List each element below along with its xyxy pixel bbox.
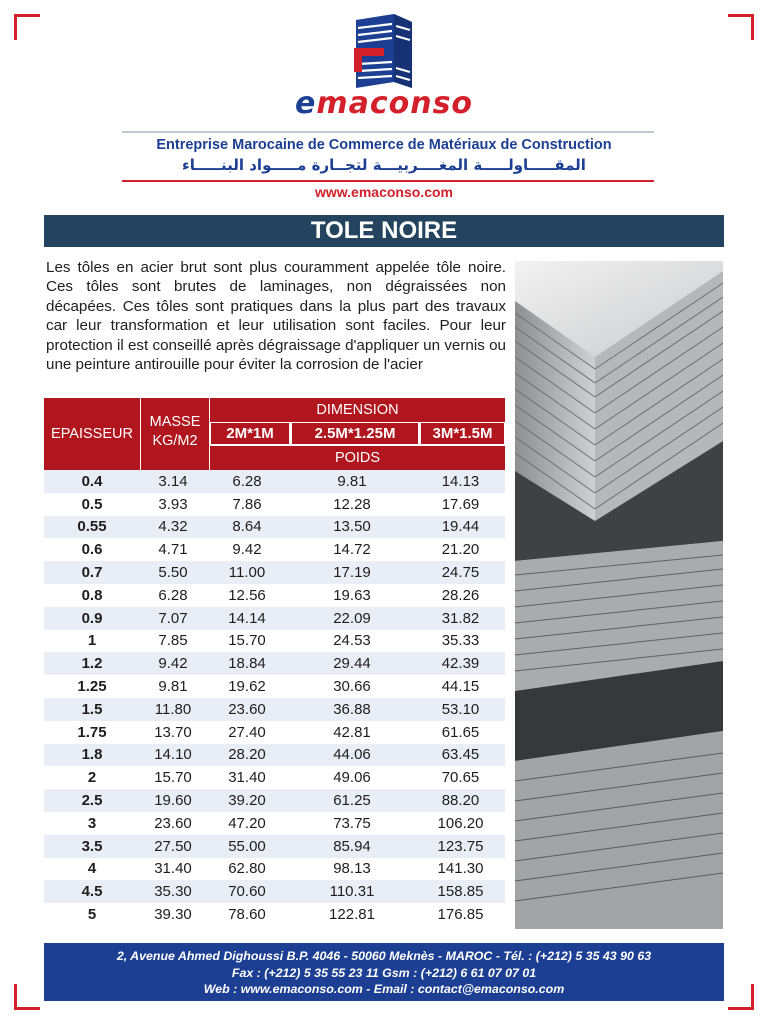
poids-3x1.5-cell: 88.20 bbox=[441, 792, 480, 810]
epaisseur-cell: 1.25 bbox=[77, 678, 107, 696]
table-row bbox=[44, 584, 505, 607]
poids-2x1-cell: 6.28 bbox=[232, 472, 262, 490]
intro-paragraph: Les tôles en acier brut sont plus couramment appelée tôle noire. Ces tôles sont brutes de laminages, non dégraissées non décapées. Ces tôles sont pratiques dans la plus part des travaux car leur transformation et leur utilisation sont faciles. Pour leur protection il est conseillé après dégraissage d'appliquer un vernis ou une peinture antirouille pour éviter la corrosion de l'acier bbox=[46, 259, 506, 374]
masse-cell: 4.71 bbox=[158, 541, 188, 559]
poids-3x1.5-cell: 106.20 bbox=[437, 814, 484, 832]
epaisseur-cell: 3 bbox=[87, 814, 97, 832]
epaisseur-cell: 2.5 bbox=[81, 792, 103, 810]
table-body bbox=[44, 470, 505, 926]
epaisseur-cell: 1.5 bbox=[81, 700, 103, 718]
poids-2.5x1.25-cell: 12.28 bbox=[333, 495, 371, 513]
masse-cell: 9.81 bbox=[158, 678, 188, 696]
table-row bbox=[44, 835, 505, 858]
wordmark-lead: e bbox=[294, 86, 317, 121]
epaisseur-cell: 0.7 bbox=[81, 564, 103, 582]
header-dimension: DIMENSION bbox=[210, 398, 505, 422]
header-poids: POIDS bbox=[210, 446, 505, 470]
page-title: TOLE NOIRE bbox=[44, 215, 724, 247]
epaisseur-cell: 1 bbox=[87, 632, 97, 650]
masse-cell: 14.10 bbox=[154, 746, 192, 764]
poids-3x1.5-cell: 35.33 bbox=[441, 632, 480, 650]
poids-2.5x1.25-cell: 122.81 bbox=[329, 906, 375, 924]
poids-3x1.5-cell: 19.44 bbox=[441, 518, 480, 536]
footer-contact bbox=[44, 943, 724, 1001]
epaisseur-cell: 2 bbox=[87, 769, 97, 787]
masse-cell: 9.42 bbox=[158, 655, 188, 673]
epaisseur-cell: 0.4 bbox=[81, 472, 103, 490]
header-masse bbox=[141, 398, 209, 470]
poids-2.5x1.25-cell: 49.06 bbox=[333, 769, 371, 787]
poids-3x1.5-cell: 158.85 bbox=[437, 883, 484, 901]
masse-cell: 39.30 bbox=[154, 906, 192, 924]
website-link[interactable]: www.emaconso.com bbox=[315, 184, 453, 200]
epaisseur-cell: 1.75 bbox=[77, 723, 107, 741]
poids-3x1.5-cell: 141.30 bbox=[437, 860, 484, 878]
corner-mark-bottom-left bbox=[14, 984, 40, 1010]
poids-2.5x1.25-cell: 36.88 bbox=[333, 700, 371, 718]
poids-2.5x1.25-cell: 44.06 bbox=[333, 746, 371, 764]
poids-3x1.5-cell: 14.13 bbox=[441, 472, 480, 490]
table-row bbox=[44, 652, 505, 675]
poids-3x1.5-cell: 28.26 bbox=[441, 586, 480, 604]
masse-cell: 3.93 bbox=[158, 495, 188, 513]
epaisseur-cell: 0.5 bbox=[81, 495, 103, 513]
table-row bbox=[44, 516, 505, 539]
poids-3x1.5-cell: 24.75 bbox=[441, 564, 480, 582]
table-row bbox=[44, 789, 505, 812]
header-masse-line2: KG/M2 bbox=[152, 433, 198, 449]
table-row bbox=[44, 675, 505, 698]
poids-2.5x1.25-cell: 22.09 bbox=[333, 609, 371, 627]
poids-2.5x1.25-cell: 13.50 bbox=[333, 518, 371, 536]
masse-cell: 7.07 bbox=[158, 609, 188, 627]
poids-2x1-cell: 19.62 bbox=[228, 678, 266, 696]
poids-2x1-cell: 15.70 bbox=[228, 632, 266, 650]
masse-cell: 19.60 bbox=[154, 792, 192, 810]
header-masse-line1: MASSE bbox=[149, 414, 201, 430]
table-row bbox=[44, 812, 505, 835]
steel-stack-illustration bbox=[515, 261, 723, 929]
poids-2x1-cell: 47.20 bbox=[228, 814, 266, 832]
masse-cell: 7.85 bbox=[158, 632, 188, 650]
masse-cell: 13.70 bbox=[154, 723, 192, 741]
epaisseur-cell: 0.55 bbox=[77, 518, 107, 536]
poids-2x1-cell: 55.00 bbox=[228, 837, 266, 855]
table-row bbox=[44, 721, 505, 744]
epaisseur-cell: 3.5 bbox=[81, 837, 103, 855]
table-row bbox=[44, 561, 505, 584]
masse-cell: 11.80 bbox=[154, 700, 192, 718]
poids-2x1-cell: 27.40 bbox=[228, 723, 266, 741]
corner-mark-top-left bbox=[14, 14, 40, 40]
epaisseur-cell: 5 bbox=[87, 906, 97, 924]
masse-cell: 3.14 bbox=[158, 472, 188, 490]
steel-sheets-photo bbox=[515, 261, 723, 929]
poids-3x1.5-cell: 123.75 bbox=[437, 837, 484, 855]
header-epaisseur: EPAISSEUR bbox=[44, 398, 140, 470]
epaisseur-cell: 1.2 bbox=[81, 655, 103, 673]
masse-cell: 4.32 bbox=[158, 518, 188, 536]
poids-2.5x1.25-cell: 24.53 bbox=[333, 632, 371, 650]
poids-2.5x1.25-cell: 110.31 bbox=[329, 883, 375, 901]
corner-mark-top-right bbox=[728, 14, 754, 40]
table-row bbox=[44, 858, 505, 881]
wordmark-rest: maconso bbox=[316, 86, 474, 121]
masse-cell: 6.28 bbox=[158, 586, 188, 604]
table-row bbox=[44, 607, 505, 630]
masse-cell: 23.60 bbox=[154, 814, 192, 832]
poids-3x1.5-cell: 21.20 bbox=[441, 541, 480, 559]
poids-3x1.5-cell: 44.15 bbox=[441, 678, 480, 696]
epaisseur-cell: 0.6 bbox=[81, 541, 103, 559]
masse-cell: 27.50 bbox=[154, 837, 192, 855]
poids-2x1-cell: 12.56 bbox=[228, 586, 266, 604]
poids-2.5x1.25-cell: 19.63 bbox=[333, 586, 371, 604]
header-dim-2x1: 2M*1M bbox=[210, 422, 290, 445]
building-logo-icon bbox=[348, 12, 420, 90]
poids-2.5x1.25-cell: 9.81 bbox=[337, 472, 367, 490]
epaisseur-cell: 4.5 bbox=[81, 883, 103, 901]
poids-3x1.5-cell: 31.82 bbox=[441, 609, 480, 627]
poids-3x1.5-cell: 61.65 bbox=[441, 723, 480, 741]
company-tagline-fr: Entreprise Marocaine de Commerce de Matériaux de Construction bbox=[156, 137, 612, 153]
poids-2x1-cell: 7.86 bbox=[232, 495, 262, 513]
poids-2.5x1.25-cell: 14.72 bbox=[333, 541, 371, 559]
header-divider bbox=[122, 131, 654, 133]
company-tagline-ar: المقـــــاولـــــة المغــــربيـــة لتجــارة مـــــواد البنـــــاء bbox=[182, 156, 586, 174]
table-row bbox=[44, 698, 505, 721]
table-row bbox=[44, 470, 505, 493]
poids-2.5x1.25-cell: 98.13 bbox=[333, 860, 371, 878]
header-red-rule bbox=[122, 180, 654, 182]
table-row bbox=[44, 903, 505, 926]
epaisseur-cell: 1.8 bbox=[81, 746, 103, 764]
poids-2.5x1.25-cell: 42.81 bbox=[333, 723, 371, 741]
poids-2x1-cell: 28.20 bbox=[228, 746, 266, 764]
table-row bbox=[44, 493, 505, 516]
poids-2.5x1.25-cell: 85.94 bbox=[333, 837, 371, 855]
footer-phones: Fax : (+212) 5 35 55 23 11 Gsm : (+212) 6 61 07 07 01 bbox=[231, 965, 537, 980]
poids-2x1-cell: 18.84 bbox=[228, 655, 266, 673]
company-logo-wordmark bbox=[0, 86, 768, 121]
poids-2.5x1.25-cell: 61.25 bbox=[333, 792, 371, 810]
header-dim-3x1.5: 3M*1.5M bbox=[420, 422, 505, 445]
poids-3x1.5-cell: 17.69 bbox=[441, 495, 480, 513]
footer-address: 2, Avenue Ahmed Dighoussi B.P. 4046 - 50060 Meknès - MAROC - Tél. : (+212) 5 35 43 90 63 bbox=[116, 949, 652, 963]
poids-3x1.5-cell: 63.45 bbox=[441, 746, 480, 764]
poids-2x1-cell: 8.64 bbox=[232, 518, 262, 536]
table-row bbox=[44, 880, 505, 903]
poids-2x1-cell: 11.00 bbox=[228, 564, 266, 582]
poids-3x1.5-cell: 70.65 bbox=[441, 769, 480, 787]
masse-cell: 5.50 bbox=[158, 564, 188, 582]
poids-3x1.5-cell: 53.10 bbox=[441, 700, 480, 718]
poids-2x1-cell: 70.60 bbox=[228, 883, 266, 901]
poids-2.5x1.25-cell: 73.75 bbox=[333, 814, 371, 832]
poids-2x1-cell: 9.42 bbox=[232, 541, 262, 559]
poids-3x1.5-cell: 42.39 bbox=[441, 655, 480, 673]
poids-2x1-cell: 14.14 bbox=[228, 609, 266, 627]
footer-web-email: Web : www.emaconso.com - Email : contact@emaconso.com bbox=[203, 982, 565, 996]
poids-2x1-cell: 39.20 bbox=[228, 792, 266, 810]
table-row bbox=[44, 538, 505, 561]
header-dim-2.5x1.25: 2.5M*1.25M bbox=[291, 422, 419, 445]
poids-2.5x1.25-cell: 30.66 bbox=[333, 678, 371, 696]
table-row bbox=[44, 630, 505, 653]
poids-2.5x1.25-cell: 29.44 bbox=[333, 655, 371, 673]
poids-3x1.5-cell: 176.85 bbox=[437, 906, 484, 924]
poids-2x1-cell: 78.60 bbox=[228, 906, 266, 924]
epaisseur-cell: 4 bbox=[87, 860, 97, 878]
masse-cell: 31.40 bbox=[154, 860, 192, 878]
epaisseur-cell: 0.9 bbox=[81, 609, 103, 627]
corner-mark-bottom-right bbox=[728, 984, 754, 1010]
table-row bbox=[44, 766, 505, 789]
poids-2.5x1.25-cell: 17.19 bbox=[333, 564, 371, 582]
poids-2x1-cell: 62.80 bbox=[228, 860, 266, 878]
poids-2x1-cell: 23.60 bbox=[228, 700, 266, 718]
table-row bbox=[44, 744, 505, 767]
masse-cell: 15.70 bbox=[154, 769, 192, 787]
masse-cell: 35.30 bbox=[154, 883, 192, 901]
poids-2x1-cell: 31.40 bbox=[228, 769, 266, 787]
epaisseur-cell: 0.8 bbox=[81, 586, 103, 604]
